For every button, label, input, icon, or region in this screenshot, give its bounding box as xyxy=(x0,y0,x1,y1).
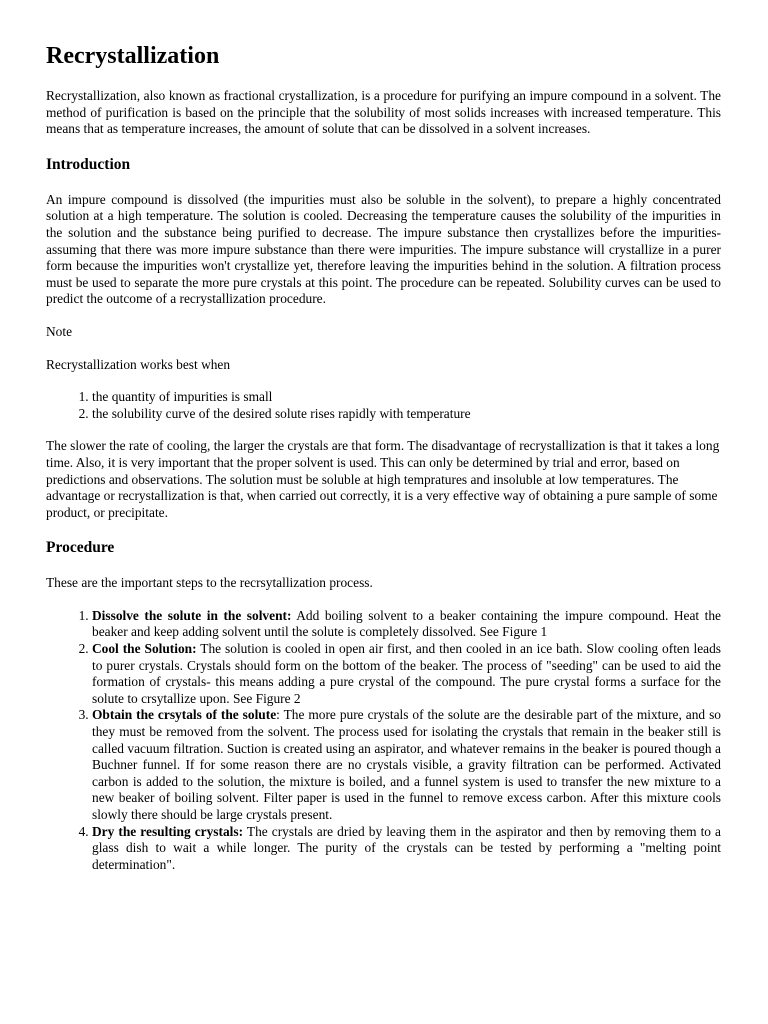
list-item xyxy=(92,824,721,874)
list-item: 2. the solubility curve of the desired solute rises rapidly with temperature xyxy=(92,406,721,423)
list-item xyxy=(92,707,721,823)
page-title: Recrystallization xyxy=(46,43,220,69)
list-item: 1. the quantity of impurities is small xyxy=(92,389,721,406)
procedure-steps-list xyxy=(46,608,721,874)
step-label: Dry the resulting crystals: xyxy=(92,823,244,839)
step-text: The crystals are dried by leaving them in the aspirator and then by removing them to a glass dish to wait a while longer. The purity of the crystals can be tested by performing a "melting point determination". xyxy=(92,823,722,872)
step-text: The solution is cooled in open air first, and then cooled in an ice bath. Slow cooling often leads to purer crystals. Crystals should form on the bottom of the beaker. The process of "seeding" can be used to aid the formation of crystals- this means adding a pure crystal of the compound. The pure crystal forms a surface for the solute to crsytallize upon. See Figure 2 xyxy=(92,641,721,706)
step-text: : The more pure crystals of the solute are the desirable part of the mixture, and so they must be removed from the solvent. The process used for isolating the crystals that remain in the beaker still is called vacuum filtration. Suction is created using an aspirator, and whatever remains in the beaker is poured though a Buchner funnel. If for some reason there are no crystals visible, a gravity filtration can be performed. Activated carbon is added to the solution, the mixture is boiled, and a funnel system is used to transfer the new mixture to a new beaker of boiling solvent. Filter paper is used in the funnel to remove excess carbon. After this mixture cools slowly there should be large crystals present. xyxy=(92,707,721,822)
step-label: Cool the Solution: xyxy=(92,641,197,657)
introduction-paragraph: An impure compound is dissolved (the impurities must also be soluble in the solvent), to prepare a highly concentrated solution at a high temperature. The solution is cooled. Decreasing the temperature causes the solubility of the impurities in the solution and the substance being purified to decrease. The impure substance then crystallizes before the impurities- assuming that there was more impure substance than there were impurities. The impure substance will crystallize in a purer form because the impurities won't crystallize yet, therefore leaving the impurities behind in the solution. A filtration process must be used to separate the more pure crystals at this point. The procedure can be repeated. Solubility curves can be used to predict the outcome of a recrystallization procedure. xyxy=(46,191,721,307)
list-item xyxy=(92,608,721,641)
intro-paragraph: Recrystallization, also known as fractional crystallization, is a procedure for purifying an impure compound in a solvent. The method of purification is based on the principle that the solubility of most solids increases with increased temperature. This means that as temperature increases, the amount of solute that can be dissolved in a solvent increases. xyxy=(46,88,721,137)
list-item xyxy=(92,641,721,707)
procedure-heading: Procedure xyxy=(46,539,115,557)
note-label: Note xyxy=(46,323,73,339)
conditions-list xyxy=(46,389,721,422)
works-best-text: Recrystallization works best when xyxy=(46,356,231,372)
step-label: Obtain the crsytals of the solute xyxy=(92,707,277,723)
procedure-lead: These are the important steps to the recrsytallization process. xyxy=(46,575,373,591)
step-label: Dissolve the solute in the solvent: xyxy=(92,607,292,623)
closing-paragraph: The slower the rate of cooling, the larger the crystals are that form. The disadvantage of recrystallization is that it takes a long time. Also, it is very important that the proper solvent is used. This can only be determined by trial and error, based on predictions and observations. The solution must be soluble at high tempratures and insoluble at low temperatures. The advantage or recrystallization is that, when carried out correctly, it is a very effective way of obtaining a pure sample of some product, or precipitate. xyxy=(46,438,720,520)
introduction-heading: Introduction xyxy=(46,155,131,173)
step-text: Add boiling solvent to a beaker containing the impure compound. Heat the beaker and keep adding solvent until the solute is completely dissolved. See Figure 1 xyxy=(92,607,721,640)
